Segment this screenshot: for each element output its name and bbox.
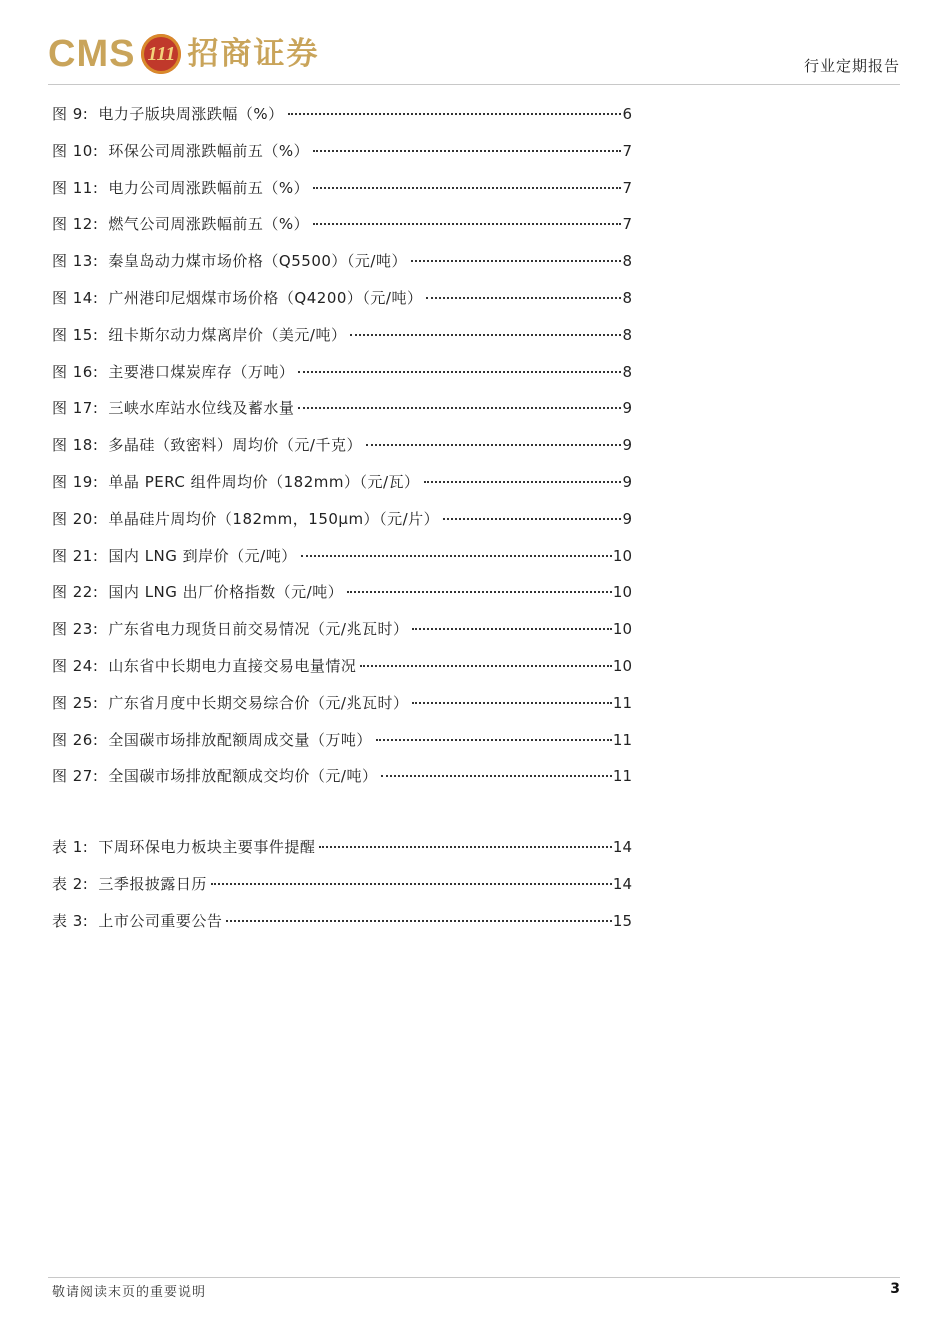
toc-entry-page: 10 <box>612 620 632 639</box>
dot-leader <box>424 480 622 483</box>
toc-entry-title: 国内 LNG 出厂价格指数（元/吨） <box>108 583 344 602</box>
dot-leader <box>381 774 611 777</box>
toc-entry-number: 表 2: <box>52 874 89 893</box>
dot-leader <box>411 259 621 262</box>
toc-entry-page: 7 <box>622 178 632 197</box>
toc-entry-label <box>52 726 372 754</box>
toc-entry-label <box>52 321 346 349</box>
toc-entry-page: 14 <box>612 874 632 893</box>
figure-toc-row[interactable] <box>52 578 632 615</box>
toc-entry-page: 15 <box>612 911 632 930</box>
dot-leader <box>301 554 612 557</box>
dot-leader <box>426 296 621 299</box>
figure-toc-row[interactable] <box>52 431 632 468</box>
toc-entry-number: 图 24: <box>52 656 99 675</box>
toc-entry-page: 11 <box>612 767 632 786</box>
toc-entry-title: 广东省电力现货日前交易情况（元/兆瓦时） <box>108 620 409 639</box>
toc-entry-title: 单晶 PERC 组件周均价（182mm）（元/瓦） <box>108 472 420 491</box>
dot-leader <box>350 333 621 336</box>
figure-toc-row[interactable] <box>52 321 632 358</box>
header-divider <box>48 84 900 85</box>
toc-entry-number: 图 22: <box>52 583 99 602</box>
toc-entry-title: 燃气公司周涨跌幅前五（%） <box>108 215 310 234</box>
figure-toc-row[interactable] <box>52 394 632 431</box>
toc-entry-title: 电力子版块周涨跌幅（%） <box>98 105 284 123</box>
toc-entry-label <box>52 210 309 238</box>
toc-entry-page: 9 <box>622 472 632 491</box>
figure-toc-row[interactable] <box>52 726 632 763</box>
toc-entry-page: 14 <box>612 838 632 857</box>
toc-entry-number: 图 20: <box>52 509 99 528</box>
toc-entry-number: 图 17: <box>52 399 99 418</box>
toc-entry-label <box>52 833 315 861</box>
dot-leader <box>412 701 611 704</box>
footer-divider <box>48 1277 900 1278</box>
logo-chinese-name: 招商证券 <box>187 35 320 72</box>
toc-entry-title: 国内 LNG 到岸价（元/吨） <box>108 546 297 565</box>
toc-entry-page: 10 <box>612 656 632 675</box>
toc-entry-title: 山东省中长期电力直接交易电量情况 <box>108 656 357 675</box>
toc-entry-page: 8 <box>622 362 632 381</box>
toc-entry-label <box>52 247 407 275</box>
toc-entry-page: 11 <box>612 693 632 712</box>
toc-entry-label <box>52 505 439 533</box>
toc-entry-title: 纽卡斯尔动力煤离岸价（美元/吨） <box>108 325 347 344</box>
toc-entry-page: 8 <box>622 288 632 307</box>
toc-entry-title: 三季报披露日历 <box>98 874 207 893</box>
dot-leader <box>313 186 621 189</box>
dot-leader <box>298 406 621 409</box>
logo-text: CMS <box>48 33 136 75</box>
page-number: 3 <box>890 1281 900 1297</box>
table-toc-row[interactable] <box>52 833 632 870</box>
toc-entry-page: 11 <box>612 730 632 749</box>
toc-entry-number: 图 10: <box>52 141 99 160</box>
figure-toc-row[interactable] <box>52 468 632 505</box>
dot-leader <box>412 627 611 630</box>
toc-entry-number: 图 19: <box>52 472 99 491</box>
toc-entry-page: 10 <box>612 583 632 602</box>
toc-entry-label <box>52 284 422 312</box>
figure-toc-row[interactable] <box>52 284 632 321</box>
toc-entry-number: 图 13: <box>52 252 99 271</box>
toc-entry-page: 10 <box>612 546 632 565</box>
toc-entry-page: 7 <box>622 215 632 234</box>
toc-entry-label <box>52 100 284 128</box>
toc-entry-number: 图 26: <box>52 730 99 749</box>
toc-entry-title: 广东省月度中长期交易综合价（元/兆瓦时） <box>108 693 409 712</box>
dot-leader <box>211 882 612 885</box>
figure-toc-row[interactable] <box>52 689 632 726</box>
figure-toc-row[interactable] <box>52 762 632 799</box>
table-of-contents <box>52 100 632 944</box>
toc-entry-title: 全国碳市场排放配额成交均价（元/吨） <box>108 767 378 786</box>
logo-badge-icon: 111 <box>141 34 181 74</box>
toc-entry-label <box>52 578 343 606</box>
toc-entry-number: 图 25: <box>52 693 99 712</box>
dot-leader <box>376 738 612 741</box>
dot-leader <box>313 222 621 225</box>
toc-entry-label <box>52 615 408 643</box>
figure-toc-row[interactable] <box>52 542 632 579</box>
figure-toc-row[interactable] <box>52 247 632 284</box>
report-type: 行业定期报告 <box>803 57 900 75</box>
dot-leader <box>360 664 611 667</box>
dot-leader <box>226 919 612 922</box>
toc-entry-number: 图 9: <box>52 105 89 123</box>
table-toc-row[interactable] <box>52 907 632 944</box>
toc-entry-label <box>52 870 207 898</box>
toc-entry-number: 表 1: <box>52 838 89 857</box>
dot-leader <box>288 112 622 115</box>
figure-toc-row[interactable] <box>52 210 632 247</box>
dot-leader <box>366 443 621 446</box>
figure-toc-row[interactable] <box>52 652 632 689</box>
section-spacer <box>52 799 632 833</box>
toc-entry-page: 9 <box>622 399 632 418</box>
toc-entry-number: 图 12: <box>52 215 99 234</box>
toc-entry-label <box>52 907 222 935</box>
disclaimer-note: 敬请阅读末页的重要说明 <box>52 1285 207 1300</box>
page-header <box>0 0 950 90</box>
toc-entry-title: 单晶硅片周均价（182mm，150μm）（元/片） <box>108 509 440 528</box>
toc-entry-page: 7 <box>622 141 632 160</box>
toc-entry-title: 下周环保电力板块主要事件提醒 <box>98 838 316 857</box>
toc-entry-number: 图 16: <box>52 362 99 381</box>
figure-list <box>52 100 632 799</box>
toc-entry-page: 9 <box>622 436 632 455</box>
figure-toc-row[interactable] <box>52 137 632 174</box>
toc-entry-label <box>52 137 309 165</box>
toc-entry-label <box>52 394 294 422</box>
figure-toc-row[interactable] <box>52 100 632 137</box>
toc-entry-number: 图 27: <box>52 767 99 786</box>
figure-toc-row[interactable] <box>52 505 632 542</box>
toc-entry-label <box>52 652 356 680</box>
figure-toc-row[interactable] <box>52 358 632 395</box>
toc-entry-title: 全国碳市场排放配额周成交量（万吨） <box>108 730 372 749</box>
toc-entry-label <box>52 542 297 570</box>
toc-entry-title: 环保公司周涨跌幅前五（%） <box>108 141 310 160</box>
toc-entry-number: 图 21: <box>52 546 99 565</box>
dot-leader <box>347 590 612 593</box>
toc-entry-number: 图 14: <box>52 288 99 307</box>
toc-entry-title: 多晶硅（致密料）周均价（元/千克） <box>108 436 362 455</box>
toc-entry-number: 图 15: <box>52 325 99 344</box>
toc-entry-title: 广州港印尼烟煤市场价格（Q4200）（元/吨） <box>108 288 423 307</box>
toc-entry-label <box>52 431 362 459</box>
toc-entry-label <box>52 358 294 386</box>
dot-leader <box>443 517 621 520</box>
toc-entry-label <box>52 174 309 202</box>
toc-entry-number: 图 11: <box>52 178 99 197</box>
figure-toc-row[interactable] <box>52 174 632 211</box>
toc-entry-title: 秦皇岛动力煤市场价格（Q5500）（元/吨） <box>108 252 407 271</box>
toc-entry-number: 图 23: <box>52 620 99 639</box>
toc-entry-title: 电力公司周涨跌幅前五（%） <box>108 178 310 197</box>
toc-entry-page: 8 <box>622 252 632 271</box>
toc-entry-label <box>52 468 420 496</box>
dot-leader <box>319 845 612 848</box>
dot-leader <box>298 370 621 373</box>
toc-entry-title: 三峡水库站水位线及蓄水量 <box>108 399 295 418</box>
toc-entry-number: 图 18: <box>52 436 99 455</box>
figure-toc-row[interactable] <box>52 615 632 652</box>
table-list <box>52 833 632 943</box>
toc-entry-page: 6 <box>622 105 632 123</box>
toc-entry-page: 8 <box>622 325 632 344</box>
toc-entry-title: 上市公司重要公告 <box>98 911 223 930</box>
dot-leader <box>313 149 621 152</box>
table-toc-row[interactable] <box>52 870 632 907</box>
toc-entry-number: 表 3: <box>52 911 89 930</box>
company-logo <box>48 30 319 78</box>
toc-entry-label <box>52 762 377 790</box>
toc-entry-page: 9 <box>622 509 632 528</box>
toc-entry-title: 主要港口煤炭库存（万吨） <box>108 362 295 381</box>
toc-entry-label <box>52 689 408 717</box>
